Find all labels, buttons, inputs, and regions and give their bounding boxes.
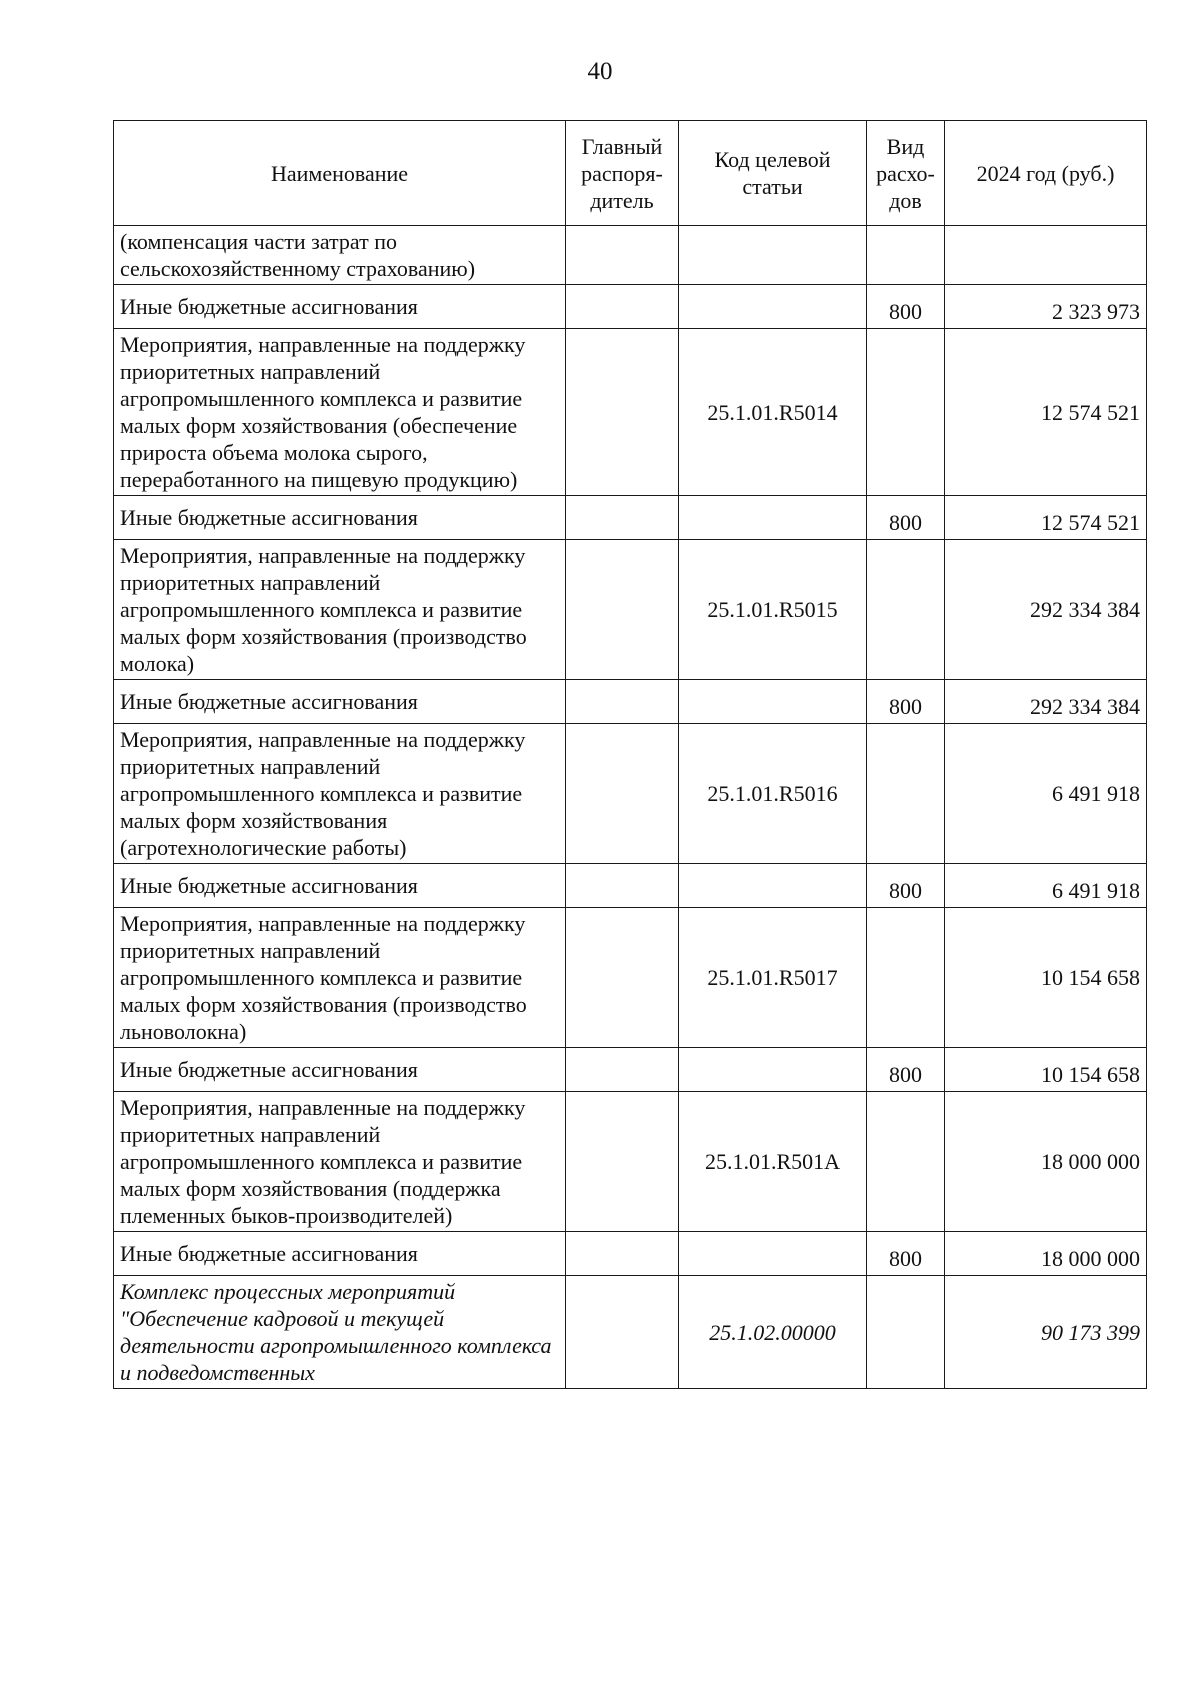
cell-amount: 6 491 918: [945, 864, 1147, 908]
table-row: [114, 1232, 1147, 1276]
cell-target-code: 25.1.02.00000: [679, 1276, 867, 1389]
cell-amount: 10 154 658: [945, 908, 1147, 1048]
cell-target-code: 25.1.01.R5016: [679, 724, 867, 864]
cell-amount: 292 334 384: [945, 680, 1147, 724]
table-row: [114, 540, 1147, 680]
cell-target-code: [679, 864, 867, 908]
cell-amount: 18 000 000: [945, 1092, 1147, 1232]
cell-name: Иные бюджетные ассигнования: [114, 1232, 566, 1276]
header-name: Наименование: [114, 121, 566, 226]
table-row: [114, 285, 1147, 329]
cell-amount: 2 323 973: [945, 285, 1147, 329]
cell-amount: 6 491 918: [945, 724, 1147, 864]
cell-name: Комплекс процессных мероприятий "Обеспечение кадровой и текущей деятельности агропромышленного комплекса и подведомственных: [114, 1276, 566, 1389]
table-body: [114, 226, 1147, 1389]
cell-main-manager: [566, 496, 679, 540]
cell-target-code: [679, 1232, 867, 1276]
cell-main-manager: [566, 1276, 679, 1389]
cell-expense-type: 800: [867, 864, 945, 908]
cell-amount: 10 154 658: [945, 1048, 1147, 1092]
cell-target-code: 25.1.01.R501A: [679, 1092, 867, 1232]
cell-main-manager: [566, 724, 679, 864]
cell-amount: 12 574 521: [945, 496, 1147, 540]
cell-target-code: [679, 226, 867, 285]
cell-name: Иные бюджетные ассигнования: [114, 1048, 566, 1092]
table-header-row: [114, 121, 1147, 226]
cell-expense-type: [867, 1276, 945, 1389]
cell-main-manager: [566, 1092, 679, 1232]
header-expense-type: Вид расхо-дов: [867, 121, 945, 226]
cell-expense-type: [867, 226, 945, 285]
cell-expense-type: 800: [867, 680, 945, 724]
cell-amount: 292 334 384: [945, 540, 1147, 680]
header-year: 2024 год (руб.): [945, 121, 1147, 226]
table-row: [114, 864, 1147, 908]
cell-main-manager: [566, 540, 679, 680]
cell-main-manager: [566, 908, 679, 1048]
cell-expense-type: [867, 1092, 945, 1232]
table-row: [114, 1276, 1147, 1389]
cell-target-code: [679, 496, 867, 540]
table-row: [114, 1048, 1147, 1092]
cell-expense-type: [867, 329, 945, 496]
cell-name: Иные бюджетные ассигнования: [114, 285, 566, 329]
cell-main-manager: [566, 1232, 679, 1276]
table-row: [114, 1092, 1147, 1232]
cell-target-code: 25.1.01.R5014: [679, 329, 867, 496]
table-row: [114, 680, 1147, 724]
cell-main-manager: [566, 226, 679, 285]
cell-name: Мероприятия, направленные на поддержку приоритетных направлений агропромышленного комплекса и развитие малых форм хозяйствования (производство молока): [114, 540, 566, 680]
header-main-manager: Главный распоря-дитель: [566, 121, 679, 226]
cell-expense-type: [867, 724, 945, 864]
cell-name: Иные бюджетные ассигнования: [114, 680, 566, 724]
table-row: [114, 329, 1147, 496]
cell-amount: 90 173 399: [945, 1276, 1147, 1389]
budget-table: [113, 120, 1147, 1389]
cell-target-code: 25.1.01.R5017: [679, 908, 867, 1048]
cell-expense-type: 800: [867, 285, 945, 329]
page-number: 40: [587, 58, 613, 85]
table-row: [114, 496, 1147, 540]
cell-target-code: [679, 680, 867, 724]
cell-target-code: 25.1.01.R5015: [679, 540, 867, 680]
cell-name: Иные бюджетные ассигнования: [114, 864, 566, 908]
cell-name: Мероприятия, направленные на поддержку приоритетных направлений агропромышленного комплекса и развитие малых форм хозяйствования (поддержка племенных быков-производителей): [114, 1092, 566, 1232]
table-row: [114, 226, 1147, 285]
cell-expense-type: 800: [867, 1048, 945, 1092]
cell-main-manager: [566, 329, 679, 496]
header-target-code: Код целевой статьи: [679, 121, 867, 226]
cell-amount: 12 574 521: [945, 329, 1147, 496]
cell-amount: [945, 226, 1147, 285]
cell-main-manager: [566, 864, 679, 908]
cell-main-manager: [566, 1048, 679, 1092]
table-row: [114, 908, 1147, 1048]
table-row: [114, 724, 1147, 864]
cell-name: Мероприятия, направленные на поддержку приоритетных направлений агропромышленного комплекса и развитие малых форм хозяйствования (производство льноволокна): [114, 908, 566, 1048]
cell-name: Иные бюджетные ассигнования: [114, 496, 566, 540]
cell-expense-type: 800: [867, 1232, 945, 1276]
cell-target-code: [679, 285, 867, 329]
cell-expense-type: [867, 908, 945, 1048]
cell-main-manager: [566, 285, 679, 329]
cell-expense-type: 800: [867, 496, 945, 540]
cell-name: (компенсация части затрат по сельскохозяйственному страхованию): [114, 226, 566, 285]
cell-main-manager: [566, 680, 679, 724]
cell-name: Мероприятия, направленные на поддержку приоритетных направлений агропромышленного комплекса и развитие малых форм хозяйствования (обеспечение прироста объема молока сырого, переработанного на пищевую продукцию): [114, 329, 566, 496]
cell-target-code: [679, 1048, 867, 1092]
cell-expense-type: [867, 540, 945, 680]
cell-amount: 18 000 000: [945, 1232, 1147, 1276]
cell-name: Мероприятия, направленные на поддержку приоритетных направлений агропромышленного комплекса и развитие малых форм хозяйствования (агротехнологические работы): [114, 724, 566, 864]
